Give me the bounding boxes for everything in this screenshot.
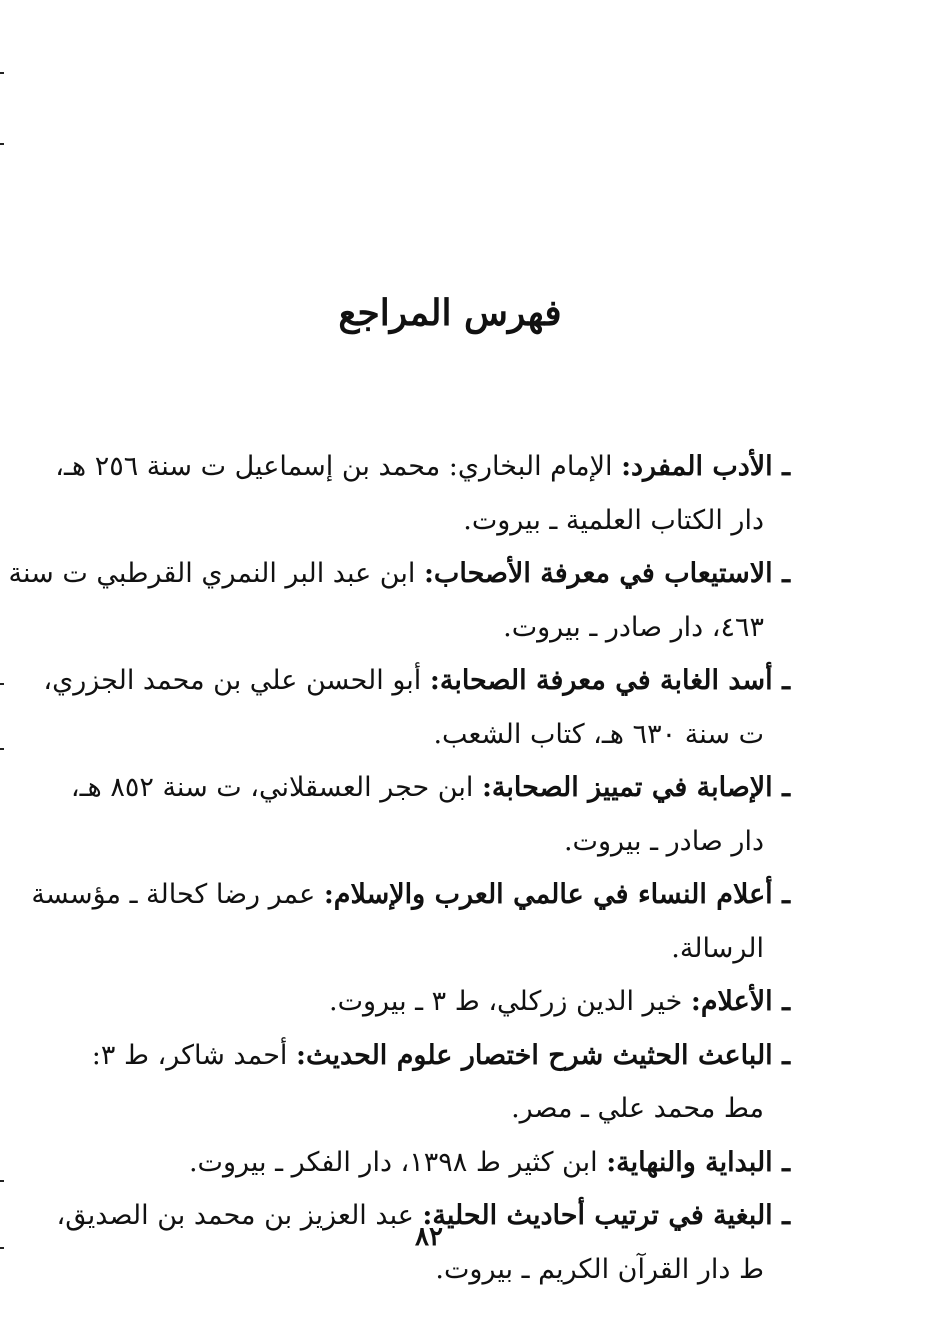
reference-details: ابن كثير ط ١٣٩٨، دار الفكر ـ بيروت.	[188, 1146, 607, 1178]
reference-details: عمر رضا كحالة ـ مؤسسة	[31, 879, 324, 910]
reference-title: ـ البداية والنهاية:	[606, 1146, 790, 1178]
reference-details: ابن عبد البر النمري القرطبي ت سنة	[8, 558, 424, 589]
reference-entry	[90, 1136, 790, 1190]
reference-entry	[31, 868, 790, 975]
scan-mark	[0, 1180, 4, 1182]
reference-title: ـ الإصابة في تمييز الصحابة:	[481, 772, 790, 803]
scan-mark	[0, 748, 4, 750]
reference-title: ـ الأدب المفرد:	[621, 451, 790, 482]
reference-title: ـ الباعث الحثيث شرح اختصار علوم الحديث:	[295, 1039, 790, 1071]
reference-details: أبو الحسن علي بن محمد الجزري،	[43, 665, 430, 696]
reference-entry	[90, 1029, 790, 1136]
reference-continuation: الرسالة.	[671, 932, 764, 964]
scan-mark	[0, 143, 4, 145]
reference-details: عبد العزيز بن محمد بن الصديق،	[56, 1200, 423, 1231]
page-title: فهرس المراجع	[338, 292, 562, 334]
reference-details: الإمام البخاري: محمد بن إسماعيل ت سنة ٢٥٦ هـ،	[55, 451, 622, 482]
reference-entry	[43, 654, 790, 761]
reference-continuation: ط دار القرآن الكريم ـ بيروت.	[435, 1253, 764, 1285]
reference-title: ـ أعلام النساء في عالمي العرب والإسلام:	[323, 879, 790, 910]
reference-continuation: ت سنة ٦٣٠ هـ، كتاب الشعب.	[433, 718, 764, 750]
reference-entry	[70, 761, 790, 868]
reference-continuation: مط محمد علي ـ مصر.	[511, 1093, 764, 1124]
references-list	[8, 440, 790, 1296]
page-number: ٨٢	[415, 1222, 443, 1252]
reference-details: ابن حجر العسقلاني، ت سنة ٨٥٢ هـ،	[70, 772, 482, 803]
reference-details: خير الدين زركلي، ط ٣ ـ بيروت.	[328, 986, 691, 1017]
reference-continuation: دار الكتاب العلمية ـ بيروت.	[463, 504, 764, 536]
reference-continuation: ٤٦٣، دار صادر ـ بيروت.	[503, 611, 764, 643]
scan-mark	[0, 683, 4, 685]
reference-entry	[55, 440, 790, 547]
reference-entry	[90, 975, 790, 1029]
reference-details: أحمد شاكر، ط ٣:	[91, 1039, 296, 1071]
reference-continuation: دار صادر ـ بيروت.	[563, 825, 764, 857]
reference-entry	[8, 547, 790, 654]
scan-mark	[0, 72, 4, 74]
reference-title: ـ الأعلام:	[690, 986, 790, 1017]
reference-title: ـ أسد الغابة في معرفة الصحابة:	[429, 665, 790, 696]
reference-title: ـ البغية في ترتيب أحاديث الحلية:	[422, 1200, 790, 1231]
reference-title: ـ الاستيعاب في معرفة الأصحاب:	[423, 558, 790, 589]
